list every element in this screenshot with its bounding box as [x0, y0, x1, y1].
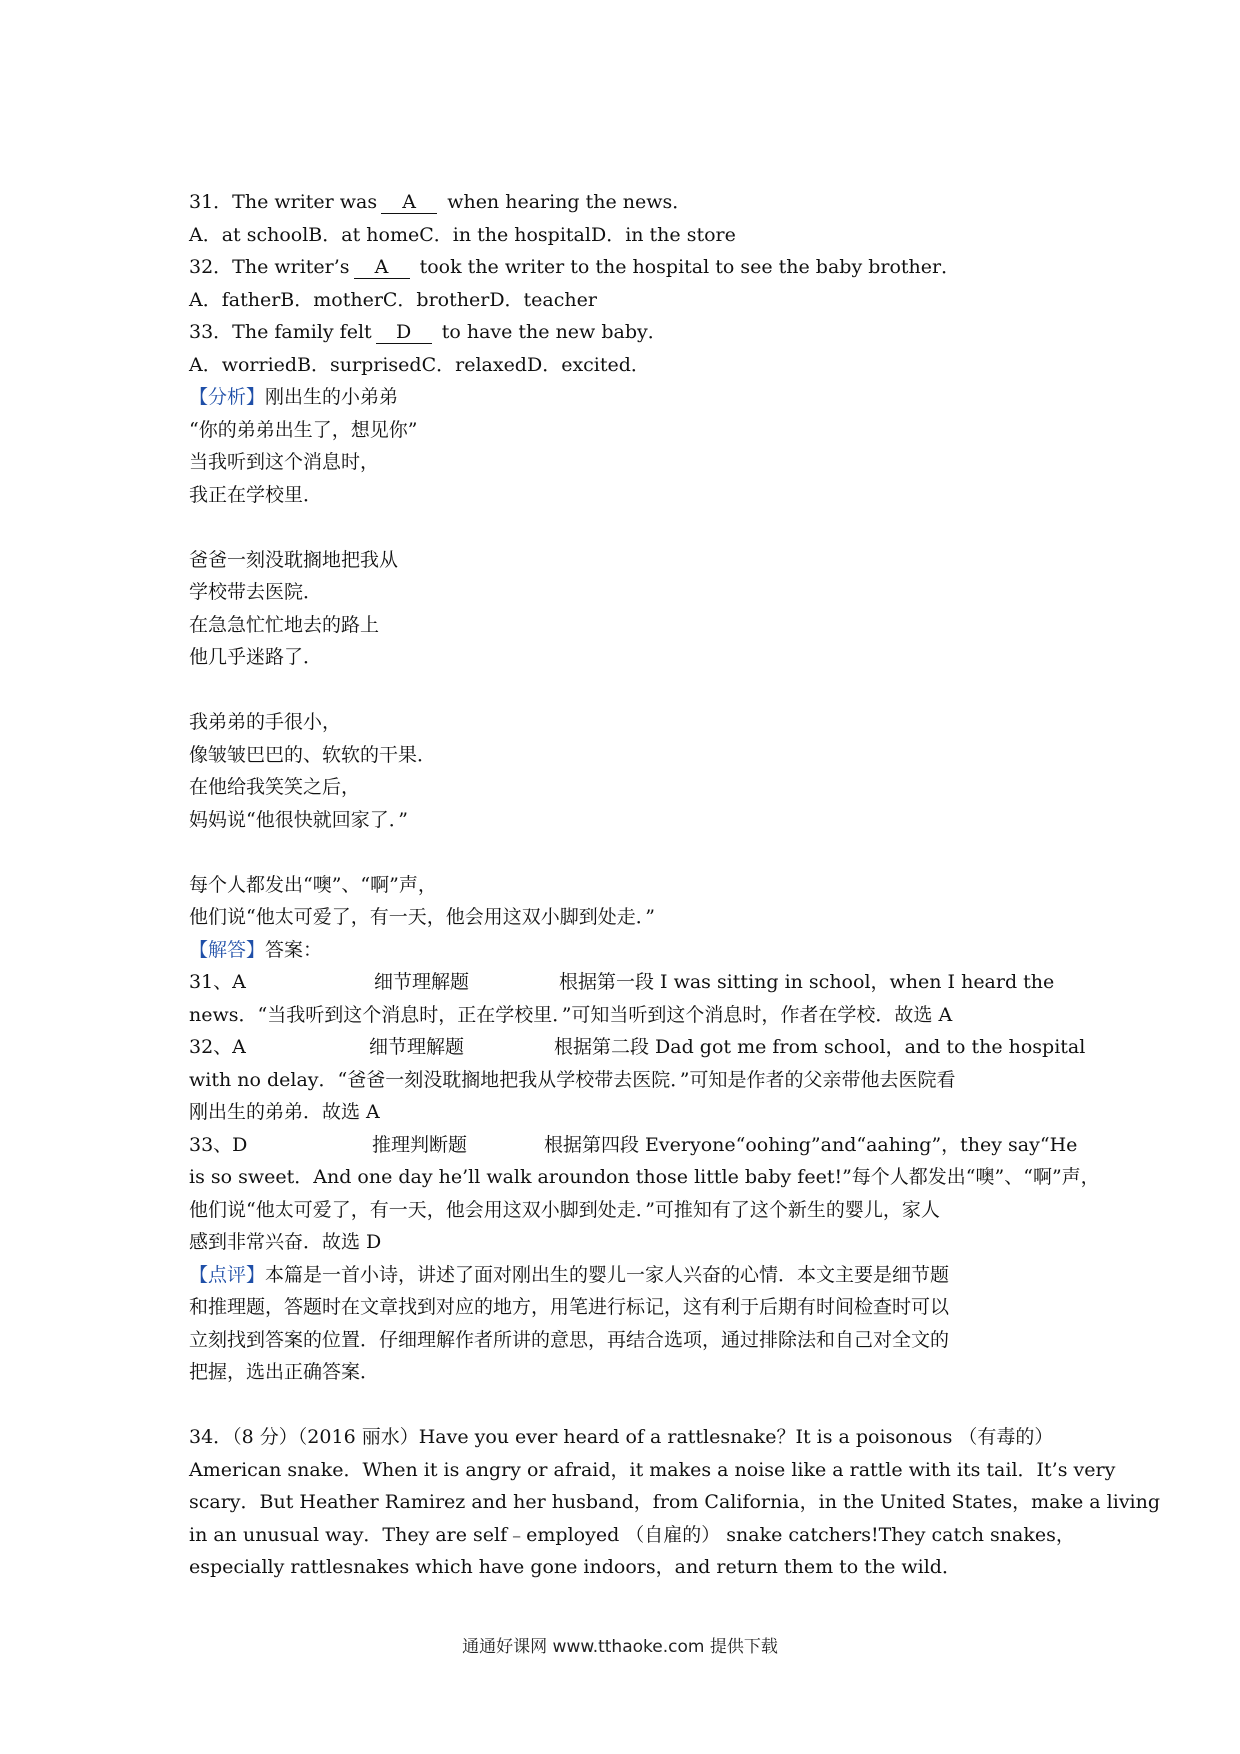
answer-blank: D — [376, 321, 432, 344]
analysis-label: 【分析】 — [189, 386, 266, 408]
poem-line: 在急急忙忙地去的路上 — [189, 613, 380, 636]
answer-heading: 【解答】答案： — [189, 938, 323, 961]
poem-title: 刚出生的小弟弟 — [265, 386, 399, 408]
stanza-gap — [189, 674, 1059, 707]
answer-33-text: 他们说“他太可爱了，有一天，他会用这双小脚到处走．”可推知有了这个新生的婴儿，家人 — [189, 1198, 940, 1221]
question-32: 32．The writer’s A took the writer to the hospital to see the baby brother． — [189, 256, 961, 278]
page-footer: 通通好课网 www.tthaoke.com 提供下载 — [462, 1637, 778, 1657]
answer-31-head: 31、A 细节理解题 根据第一段 I was sitting in school，when I heard the — [189, 971, 1055, 993]
passage-line: American snake．When it is angry or afraid，it makes a noise like a rattle with its tail．It’s very — [189, 1458, 1116, 1481]
analysis-heading — [189, 381, 1059, 414]
comment-line: 立刻找到答案的位置．仔细理解作者所讲的意思，再结合选项，通过排除法和自己对全文的 — [189, 1328, 950, 1351]
answer-label: 【解答】 — [189, 938, 266, 961]
poem-line: 妈妈说“他很快就回家了．” — [189, 808, 408, 831]
answer-33-head: 33、D 推理判断题 根据第四段 Everyone“oohing”and“aahing”，they say“He — [189, 1133, 1078, 1156]
poem-line: 当我听到这个消息时， — [189, 451, 380, 473]
question-31: 31．The writer was A when hearing the news． — [189, 191, 692, 213]
comment-line: 和推理题，答题时在文章找到对应的地方，用笔进行标记，这有利于后期有时间检查时可以 — [189, 1296, 950, 1318]
poem-line: “你的弟弟出生了，想见你” — [189, 418, 418, 441]
passage-line: especially rattlesnakes which have gone indoors，and return them to the wild． — [189, 1556, 961, 1578]
answer-blank: A — [354, 256, 410, 279]
stanza-gap — [189, 836, 1059, 869]
answer-32-head: 32、A 细节理解题 根据第二段 Dad got me from school，and to the hospital — [189, 1036, 1086, 1058]
poem-line: 他几乎迷路了． — [189, 646, 323, 668]
comment-label: 【点评】 — [189, 1263, 266, 1286]
poem-line: 爸爸一刻没耽搁地把我从 — [189, 548, 399, 571]
answer-blank: A — [381, 191, 437, 214]
poem-line: 在他给我笑笑之后， — [189, 776, 361, 798]
answer-32-text: 刚出生的弟弟．故选 A — [189, 1101, 380, 1123]
stanza-gap — [189, 511, 1059, 544]
question-33: 33．The family felt D to have the new baby． — [189, 321, 667, 343]
section-gap — [189, 1389, 1059, 1422]
question-32-options: A．fatherB．motherC．brotherD．teacher — [189, 288, 597, 311]
passage-line: in an unusual way．They are self﹣employed （自雇的） snake catchers!They catch snakes， — [189, 1523, 1075, 1546]
poem-line: 像皱皱巴巴的、软软的干果． — [189, 743, 437, 766]
question-34-line: 34．（8 分）（2016 丽水）Have you ever heard of a rattlesnake？It is a poisonous （有毒的） — [189, 1426, 1054, 1448]
question-31-options: A．at schoolB．at homeC．in the hospitalD．in the store — [189, 223, 736, 246]
comment-line: 把握，选出正确答案． — [189, 1361, 380, 1383]
document-body — [189, 186, 1161, 1584]
poem-line: 我正在学校里． — [189, 483, 323, 506]
answer-32-text: with no delay．“爸爸一刻没耽搁地把我从学校带去医院．”可知是作者的父亲带他去医院看 — [189, 1068, 956, 1091]
poem-line: 我弟弟的手很小， — [189, 711, 342, 733]
poem-line: 学校带去医院． — [189, 581, 323, 603]
passage-line: scary．But Heather Ramirez and her husband，from California，in the United States，make a living — [189, 1491, 1161, 1513]
answer-31-text: news．“当我听到这个消息时，正在学校里．”可知当听到这个消息时，作者在学校．故选 A — [189, 1003, 953, 1026]
question-33-options: A．worriedB．surprisedC．relaxedD．excited． — [189, 353, 650, 376]
poem-line: 他们说“他太可爱了，有一天，他会用这双小脚到处走．” — [189, 906, 655, 928]
poem-line: 每个人都发出“噢”、“啊”声， — [189, 873, 437, 896]
answer-33-text: 感到非常兴奋．故选 D — [189, 1231, 382, 1253]
comment-first-line: 【点评】本篇是一首小诗，讲述了面对刚出生的婴儿一家人兴奋的心情．本文主要是细节题 — [189, 1263, 950, 1286]
answer-33-text: is so sweet．And one day he’ll walk aroundon those little baby feet!”每个人都发出“噢”、“啊”声， — [189, 1166, 1100, 1188]
